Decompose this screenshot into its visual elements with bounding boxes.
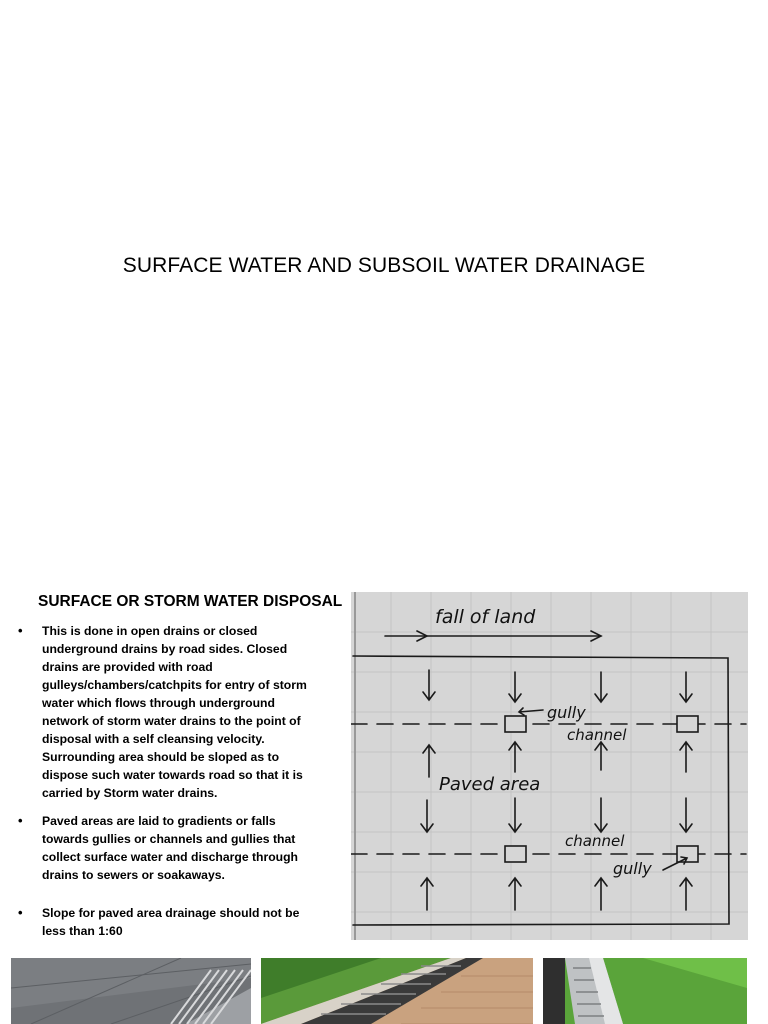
gully-box-top xyxy=(677,716,698,732)
down-arrow xyxy=(595,672,607,702)
slide-title: SURFACE WATER AND SUBSOIL WATER DRAINAGE xyxy=(122,254,646,277)
bullet-item: • Slope for paved area drainage should not be less than 1:60 xyxy=(18,904,318,940)
down-arrow xyxy=(680,672,692,702)
gully-box-bottom xyxy=(505,846,526,862)
down-arrow xyxy=(423,670,435,700)
paved-area-label: Paved area xyxy=(439,774,541,795)
down-arrow xyxy=(595,798,607,832)
up-arrow xyxy=(423,745,435,777)
up-arrow xyxy=(595,878,607,910)
section-heading: SURFACE OR STORM WATER DISPOSAL xyxy=(38,593,343,610)
lawn-channel-drain-photo xyxy=(261,958,533,1024)
bullet-list xyxy=(18,622,318,950)
bullet-item: • Paved areas are laid to gradients or falls towards gullies or channels and gullies that collect surface water and discharge through drains to sewers or soakaways. xyxy=(18,812,318,884)
channel-label-top: channel xyxy=(567,726,627,744)
gully-box-bottom xyxy=(677,846,698,862)
gully-label-bottom: gully xyxy=(613,859,652,878)
gully-box-top xyxy=(505,716,526,732)
gully-label-top: gully xyxy=(547,703,586,722)
kerb-drain-photo xyxy=(543,958,747,1024)
paving-grate-photo xyxy=(11,958,251,1024)
paved-boundary xyxy=(353,656,729,925)
up-arrow xyxy=(595,742,607,770)
fall-of-land-label: fall of land xyxy=(435,606,536,628)
up-arrow xyxy=(680,878,692,910)
drainage-sketch xyxy=(351,592,748,940)
channel-label-bottom: channel xyxy=(565,832,625,850)
up-arrow xyxy=(680,742,692,772)
gully-pointer-bottom xyxy=(663,857,687,870)
down-arrow xyxy=(680,798,692,832)
bullet-item: • This is done in open drains or closed underground drains by road sides. Closed drains are provided with road gulleys/chambers/catchpits for entry of storm water which flows through underground network of storm water drains to the point of disposal with a self cleansing velocity. Surrounding area should be sloped as to dispose such water towards road so that it is carried by Storm water drains. xyxy=(18,622,318,802)
drainage-sketch-svg xyxy=(351,592,748,940)
